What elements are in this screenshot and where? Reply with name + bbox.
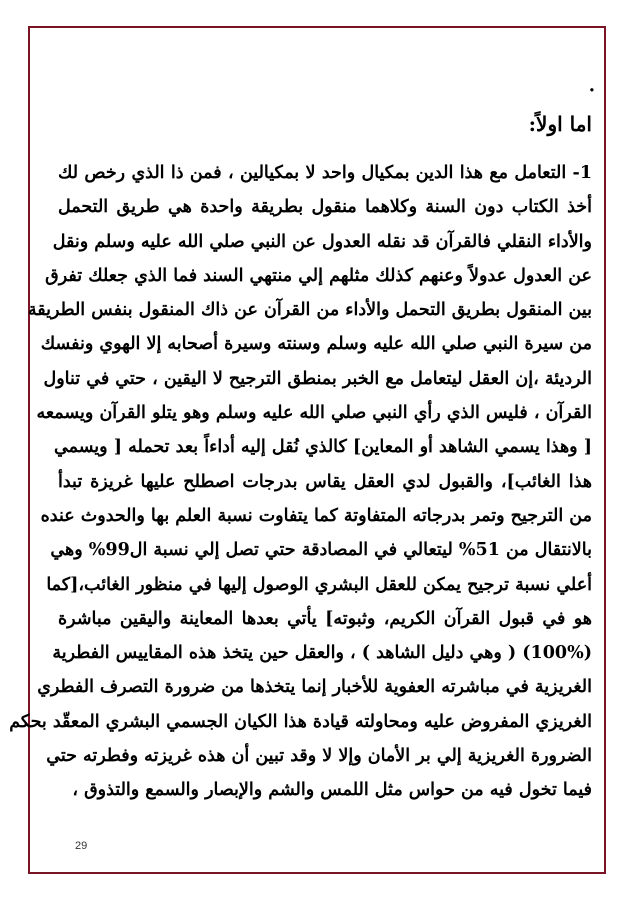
- section-heading: اما اولاً:: [528, 112, 592, 136]
- text-line: أخذ الكتاب دون السنة وكلاهما منقول بطريقة واحدة هي طريق التحمل: [58, 197, 592, 218]
- text-line: [ وهذا يسمي الشاهد أو المعاين] كالذي نُقل إليه أداءاً بعد تحمله [ ويسمي: [53, 437, 592, 458]
- text-line: القرآن ، فليس الذي رأي النبي صلي الله عليه وسلم وهو يتلو القرآن ويسمعه: [36, 403, 592, 424]
- text-line: هو في قبول القرآن الكريم، وثبوته] يأتي بعدها المعاينة واليقين مباشرة: [58, 608, 592, 629]
- text-line: من سيرة النبي صلي الله عليه وسلم وسنته وسيرة أصحابه إلا الهوي ونفسك: [40, 334, 592, 355]
- text-line: الضرورة الغريزية إلي بر الأمان وإلا لا وقد تبين أن هذه غريزته وفطرته حتي: [46, 746, 592, 767]
- text-line: عن العدول عدولاً وعنهم كذلك مثلهم إلي منتهي السند فما الذي جعلك تفرق: [45, 265, 592, 286]
- text-line: الغريزي المفروض عليه ومحاولته قيادة هذا الكيان الجسمي البشري المعقّد بحكم: [9, 711, 592, 732]
- top-mark: .: [587, 68, 596, 98]
- text-line: الرديئة ،إن العقل ليتعامل مع الخبر بمنطق الترجيح لا اليقين ، حتي في تناول: [43, 368, 592, 389]
- body-paragraph: [9, 156, 592, 808]
- text-line: فيما تخول فيه من حواس مثل اللمس والشم والإبصار والسمع والتذوق ،: [72, 780, 592, 801]
- text-line: بين المنقول بطريق التحمل والأداء من القرآن عن ذاك المنقول بنفس الطريقة: [27, 300, 592, 321]
- page-number: 29: [75, 840, 88, 852]
- text-line: أعلي نسبة ترجيح يمكن للعقل البشري الوصول إليها في منظور الغائب،[كما: [46, 574, 592, 595]
- text-line: هذا الغائب]، والقبول لدي العقل يقاس بدرجات اصطلح عليها غريزة تبدأ: [58, 471, 592, 492]
- text-line: والأداء النقلي فالقرآن قد نقله العدول عن النبي صلي الله عليه وسلم ونقل: [52, 231, 592, 252]
- text-line: بالانتقال من 51% ليتعالي في المصادقة حتي تصل إلي نسبة ال99% وهي: [50, 540, 592, 561]
- text-line: من الترجيح وتمر بدرجاته المتفاوتة كما يتفاوت نسبة العلم بها والحدوث عنده: [40, 505, 592, 526]
- text-line: الغريزية في مباشرته العفوية للأخبار إنما يتخذها من ضرورة التصرف الفطري: [37, 677, 592, 698]
- text-line: (100%) ( وهي دليل الشاهد ) ، والعقل حين يتخذ هذه المقاييس الفطرية: [52, 643, 592, 664]
- text-line: 1- التعامل مع هذا الدين بمكيال واحد لا بمكيالين ، فمن ذا الذي رخص لك: [58, 163, 592, 183]
